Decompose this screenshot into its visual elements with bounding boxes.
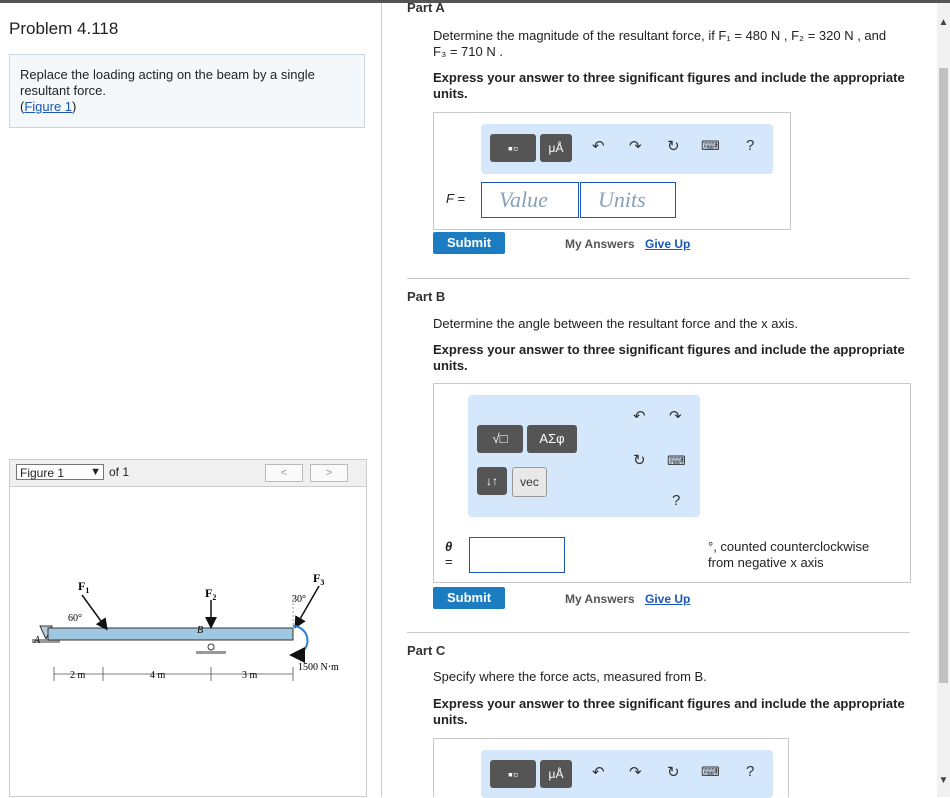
angle-suffix-line2: from negative x axis	[708, 555, 824, 570]
part-c-answer-box	[433, 738, 789, 797]
figure-link[interactable]: Figure 1	[24, 99, 73, 114]
reset-icon[interactable]: ↻	[667, 764, 680, 781]
equals-label: =	[445, 554, 453, 569]
next-figure-button[interactable]: >	[310, 464, 348, 482]
reset-icon[interactable]: ↻	[667, 138, 680, 155]
undo-icon[interactable]: ↶	[592, 138, 605, 155]
value-input[interactable]: Value	[481, 182, 579, 218]
problem-description: Replace the loading acting on the beam by a single resultant force.	[20, 67, 315, 98]
f3-label: $F_3$	[313, 571, 325, 587]
part-a-my-answers-link[interactable]: My Answers	[565, 237, 635, 251]
part-a-submit-button[interactable]: Submit	[433, 232, 505, 254]
figure-count: of 1	[109, 465, 130, 479]
help-button[interactable]: ?	[746, 137, 755, 154]
templates-button[interactable]: ▪▫	[490, 760, 536, 788]
beam-diagram	[10, 487, 366, 796]
chevron-up-icon[interactable]: ▲	[938, 17, 949, 28]
dim-label-3: 3 m	[242, 670, 258, 681]
roller-icon	[208, 644, 214, 650]
part-b-my-answers-link[interactable]: My Answers	[565, 592, 635, 606]
dim-label-1: 2 m	[70, 670, 86, 681]
keyboard-icon[interactable]: ⌨	[701, 764, 720, 779]
part-b-question: Determine the angle between the resultant force and the x axis.	[433, 316, 798, 331]
angle-suffix	[708, 539, 869, 571]
part-a-answer-box	[433, 112, 791, 230]
moment-arc-icon	[293, 626, 308, 655]
templates-button[interactable]: ▪▫	[490, 134, 536, 162]
keyboard-icon[interactable]: ⌨	[667, 453, 686, 468]
part-b-submit-button[interactable]: Submit	[433, 587, 505, 609]
angle-suffix-line1: °, counted counterclockwise	[708, 539, 870, 554]
divider	[407, 632, 910, 633]
part-a-give-up-link[interactable]: Give Up	[645, 237, 691, 251]
part-a-variable-label: F =	[446, 191, 465, 206]
undo-icon[interactable]: ↶	[592, 764, 605, 781]
part-b-instruction: Express your answer to three significant figures and include the appropriate units.	[433, 342, 905, 373]
vector-button[interactable]: vec	[512, 467, 547, 497]
beam	[48, 628, 293, 640]
vertical-scrollbar[interactable]	[937, 3, 950, 797]
greek-symbols-button[interactable]: ΑΣφ	[527, 425, 577, 453]
help-button[interactable]: ?	[746, 763, 755, 780]
chevron-down-icon: ▼	[90, 466, 101, 478]
part-a-question	[433, 28, 913, 60]
units-button[interactable]: μÅ	[540, 760, 572, 788]
roller-ground	[196, 651, 226, 654]
force-f3-arrow	[296, 586, 319, 626]
theta-label: θ	[445, 539, 453, 554]
dim-label-2: 4 m	[150, 670, 166, 681]
part-b-answer-box	[433, 383, 911, 583]
keyboard-icon[interactable]: ⌨	[701, 138, 720, 153]
reset-icon[interactable]: ↻	[633, 452, 646, 469]
angle-input[interactable]	[469, 537, 565, 573]
part-c-question: Specify where the force acts, measured from B.	[433, 669, 707, 684]
f2-label: $F_2$	[205, 586, 217, 602]
undo-icon[interactable]: ↶	[633, 408, 646, 425]
part-c-toolbar	[481, 750, 773, 798]
help-button[interactable]: ?	[672, 492, 681, 509]
left-panel	[0, 3, 382, 797]
redo-icon[interactable]: ↷	[629, 764, 642, 781]
force-f1-arrow	[82, 595, 106, 628]
part-a-header: Part A	[407, 0, 445, 15]
moment-label: 1500 N·m	[298, 662, 339, 673]
part-b-toolbar	[468, 395, 700, 517]
figure-panel	[9, 487, 367, 797]
subscript-superscript-button[interactable]: ↓↑	[477, 467, 507, 495]
redo-icon[interactable]: ↷	[669, 408, 682, 425]
part-b-header: Part B	[407, 289, 446, 304]
point-a-label: A	[34, 635, 41, 646]
redo-icon[interactable]: ↷	[629, 138, 642, 155]
problem-title: Problem 4.118	[9, 19, 119, 38]
part-a-question-line1: Determine the magnitude of the resultant force, if F₁ = 480 N , F₂ = 320 N , and	[433, 28, 887, 43]
angle-f3-label: 30°	[292, 594, 306, 605]
figure-select-value: Figure 1	[20, 466, 65, 480]
f1-label: $F_1$	[78, 579, 90, 595]
angle-f1-label: 60°	[68, 613, 82, 624]
part-c-instruction: Express your answer to three significant figures and include the appropriate units.	[433, 696, 905, 727]
scroll-thumb[interactable]	[939, 68, 948, 683]
part-a-instruction: Express your answer to three significant figures and include the appropriate units.	[433, 70, 905, 101]
sqrt-template-button[interactable]: √□	[477, 425, 523, 453]
part-c-header: Part C	[407, 643, 446, 658]
figure-nav-bar	[9, 459, 367, 487]
units-input[interactable]: Units	[580, 182, 676, 218]
divider	[407, 278, 910, 279]
prev-figure-button[interactable]: <	[265, 464, 303, 482]
figure-select[interactable]	[16, 464, 104, 480]
point-b-label: B	[197, 625, 204, 636]
part-a-question-line2: F₃ = 710 N .	[433, 44, 503, 59]
problem-description-box: Replace the loading acting on the beam by a single resultant force. (Figure 1)	[9, 54, 365, 128]
units-button[interactable]: μÅ	[540, 134, 572, 162]
part-a-toolbar	[481, 124, 773, 174]
part-b-give-up-link[interactable]: Give Up	[645, 592, 691, 606]
chevron-down-icon[interactable]: ▼	[938, 775, 949, 786]
